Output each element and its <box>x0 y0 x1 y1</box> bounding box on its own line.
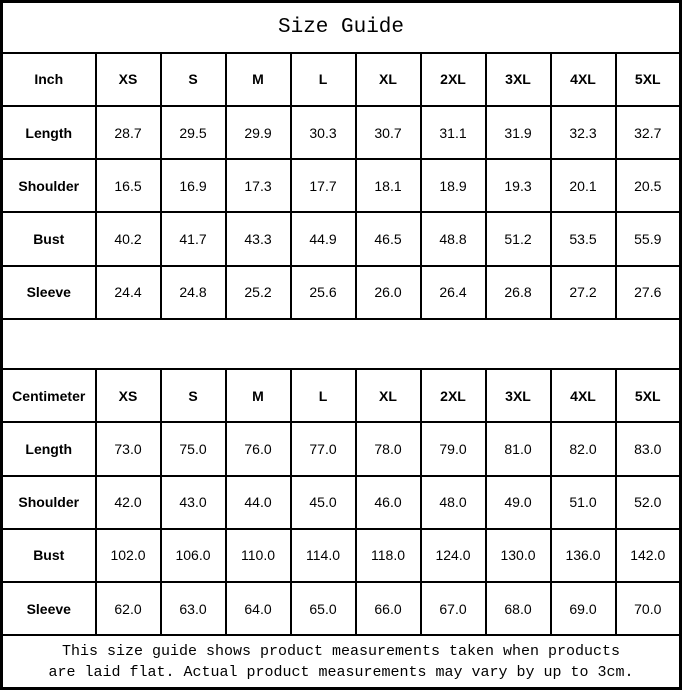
size-label: XL <box>356 369 421 422</box>
footer-note <box>2 635 681 688</box>
measurement-value: 32.3 <box>551 106 616 159</box>
footer-note-line1: This size guide shows product measurements taken when products <box>61 642 621 660</box>
measurement-label: Sleeve <box>2 582 96 635</box>
measurement-label: Sleeve <box>2 266 96 319</box>
measurement-value: 40.2 <box>96 212 161 265</box>
measurement-value: 41.7 <box>161 212 226 265</box>
measurement-label: Shoulder <box>2 159 96 212</box>
measurement-value: 76.0 <box>226 422 291 475</box>
measurement-row <box>2 212 681 265</box>
measurement-value: 44.9 <box>291 212 356 265</box>
footer-note-line2: are laid flat. Actual product measurements may vary by up to 3cm. <box>48 663 634 681</box>
measurement-value: 110.0 <box>226 529 291 582</box>
measurement-label: Shoulder <box>2 476 96 529</box>
measurement-label: Length <box>2 422 96 475</box>
measurement-value: 44.0 <box>226 476 291 529</box>
measurement-value: 16.5 <box>96 159 161 212</box>
size-label: S <box>161 369 226 422</box>
measurement-value: 65.0 <box>291 582 356 635</box>
measurement-value: 18.1 <box>356 159 421 212</box>
measurement-row <box>2 476 681 529</box>
measurement-row <box>2 266 681 319</box>
measurement-value: 68.0 <box>486 582 551 635</box>
measurement-label: Bust <box>2 529 96 582</box>
measurement-value: 69.0 <box>551 582 616 635</box>
measurement-row <box>2 159 681 212</box>
measurement-value: 75.0 <box>161 422 226 475</box>
size-label: 5XL <box>616 369 681 422</box>
measurement-value: 46.5 <box>356 212 421 265</box>
measurement-value: 45.0 <box>291 476 356 529</box>
measurement-value: 26.0 <box>356 266 421 319</box>
measurement-value: 51.0 <box>551 476 616 529</box>
centimeter-section <box>2 369 681 635</box>
size-label: 4XL <box>551 369 616 422</box>
spacer-row <box>2 319 681 369</box>
measurement-value: 27.6 <box>616 266 681 319</box>
measurement-value: 19.3 <box>486 159 551 212</box>
measurement-row <box>2 106 681 159</box>
measurement-label: Length <box>2 106 96 159</box>
measurement-value: 130.0 <box>486 529 551 582</box>
measurement-value: 77.0 <box>291 422 356 475</box>
measurement-value: 49.0 <box>486 476 551 529</box>
measurement-value: 16.9 <box>161 159 226 212</box>
measurement-value: 82.0 <box>551 422 616 475</box>
unit-label: Centimeter <box>2 369 96 422</box>
measurement-value: 83.0 <box>616 422 681 475</box>
size-label: L <box>291 369 356 422</box>
measurement-row <box>2 529 681 582</box>
size-label: XL <box>356 53 421 106</box>
measurement-value: 53.5 <box>551 212 616 265</box>
measurement-value: 43.0 <box>161 476 226 529</box>
measurement-value: 29.9 <box>226 106 291 159</box>
size-label: S <box>161 53 226 106</box>
size-label: 5XL <box>616 53 681 106</box>
measurement-value: 142.0 <box>616 529 681 582</box>
size-header-row <box>2 53 681 106</box>
measurement-value: 26.8 <box>486 266 551 319</box>
measurement-value: 31.9 <box>486 106 551 159</box>
inch-section <box>2 53 681 319</box>
measurement-value: 29.5 <box>161 106 226 159</box>
measurement-value: 30.3 <box>291 106 356 159</box>
measurement-value: 46.0 <box>356 476 421 529</box>
size-label: 3XL <box>486 53 551 106</box>
measurement-value: 28.7 <box>96 106 161 159</box>
size-label: 2XL <box>421 369 486 422</box>
measurement-value: 48.0 <box>421 476 486 529</box>
measurement-value: 18.9 <box>421 159 486 212</box>
measurement-value: 81.0 <box>486 422 551 475</box>
measurement-row <box>2 422 681 475</box>
measurement-value: 124.0 <box>421 529 486 582</box>
measurement-value: 73.0 <box>96 422 161 475</box>
measurement-value: 17.7 <box>291 159 356 212</box>
measurement-value: 17.3 <box>226 159 291 212</box>
measurement-value: 106.0 <box>161 529 226 582</box>
unit-label: Inch <box>2 53 96 106</box>
measurement-value: 55.9 <box>616 212 681 265</box>
measurement-value: 114.0 <box>291 529 356 582</box>
measurement-value: 20.1 <box>551 159 616 212</box>
measurement-value: 62.0 <box>96 582 161 635</box>
measurement-value: 70.0 <box>616 582 681 635</box>
measurement-value: 63.0 <box>161 582 226 635</box>
measurement-value: 102.0 <box>96 529 161 582</box>
measurement-value: 24.4 <box>96 266 161 319</box>
measurement-value: 42.0 <box>96 476 161 529</box>
measurement-value: 20.5 <box>616 159 681 212</box>
measurement-value: 31.1 <box>421 106 486 159</box>
measurement-value: 79.0 <box>421 422 486 475</box>
footer-row <box>2 635 681 688</box>
measurement-value: 51.2 <box>486 212 551 265</box>
measurement-value: 24.8 <box>161 266 226 319</box>
size-label: XS <box>96 369 161 422</box>
size-label: XS <box>96 53 161 106</box>
size-label: M <box>226 53 291 106</box>
measurement-value: 26.4 <box>421 266 486 319</box>
measurement-value: 52.0 <box>616 476 681 529</box>
page-title: Size Guide <box>2 2 681 53</box>
measurement-value: 32.7 <box>616 106 681 159</box>
measurement-value: 30.7 <box>356 106 421 159</box>
size-label: 2XL <box>421 53 486 106</box>
measurement-value: 43.3 <box>226 212 291 265</box>
measurement-value: 118.0 <box>356 529 421 582</box>
size-label: L <box>291 53 356 106</box>
measurement-value: 66.0 <box>356 582 421 635</box>
measurement-label: Bust <box>2 212 96 265</box>
measurement-value: 64.0 <box>226 582 291 635</box>
measurement-value: 67.0 <box>421 582 486 635</box>
measurement-value: 48.8 <box>421 212 486 265</box>
measurement-value: 27.2 <box>551 266 616 319</box>
size-header-row <box>2 369 681 422</box>
measurement-value: 25.2 <box>226 266 291 319</box>
size-label: 3XL <box>486 369 551 422</box>
measurement-row <box>2 582 681 635</box>
measurement-value: 136.0 <box>551 529 616 582</box>
size-label: 4XL <box>551 53 616 106</box>
measurement-value: 78.0 <box>356 422 421 475</box>
measurement-value: 25.6 <box>291 266 356 319</box>
title-row <box>2 2 681 53</box>
spacer-cell <box>2 319 681 369</box>
size-label: M <box>226 369 291 422</box>
